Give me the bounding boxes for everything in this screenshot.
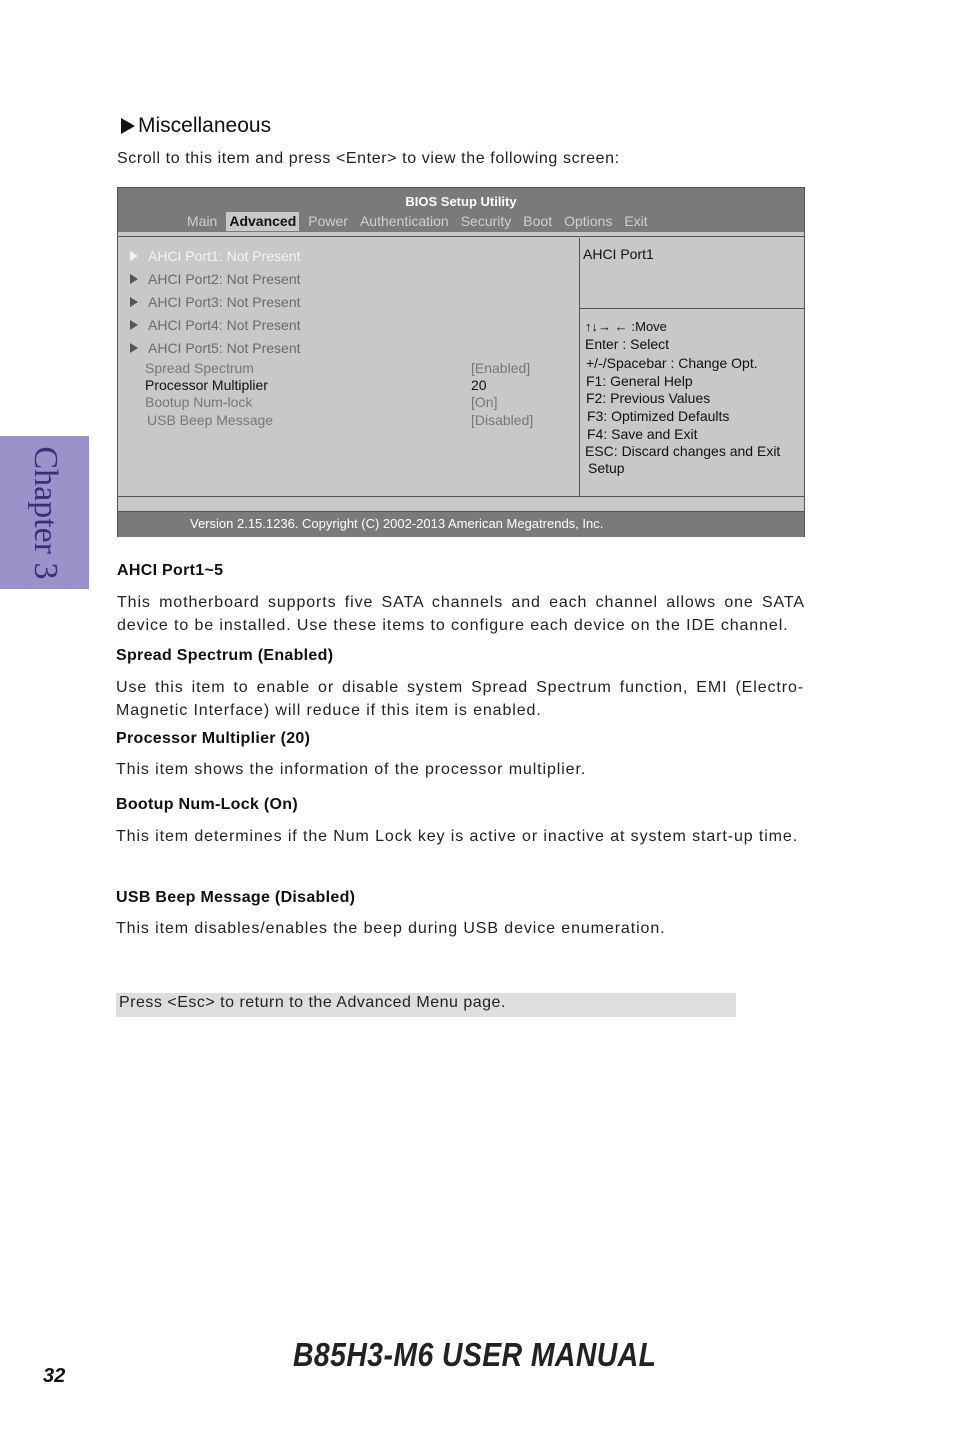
item-heading-spread-spectrum: Spread Spectrum (Enabled) <box>116 647 334 664</box>
bios-copyright: Version 2.15.1236. Copyright (C) 2002-2013 American Megatrends, Inc. <box>190 516 604 531</box>
bios-port-1[interactable] <box>130 248 301 264</box>
item-heading-processor-multiplier: Processor Multiplier (20) <box>116 730 311 747</box>
bios-menu-exit[interactable]: Exit <box>624 213 648 229</box>
bios-port-3[interactable] <box>130 294 301 310</box>
bios-port-label: AHCI Port5: Not Present <box>148 340 301 356</box>
key-move-label: :Move <box>631 319 667 334</box>
submenu-arrow-icon <box>130 297 138 307</box>
setting-label: Bootup Num-lock <box>145 394 253 410</box>
bios-port-4[interactable] <box>130 317 301 333</box>
bios-item-help <box>580 238 805 309</box>
submenu-arrow-icon <box>130 343 138 353</box>
submenu-arrow-icon <box>130 251 138 261</box>
bios-port-label: AHCI Port4: Not Present <box>148 317 301 333</box>
setting-value: [Enabled] <box>471 360 531 376</box>
note-text: Press <Esc> to return to the Advanced Menu page. <box>119 994 506 1011</box>
bios-menu-security[interactable]: Security <box>460 213 512 229</box>
bios-menu-options[interactable]: Options <box>564 213 613 229</box>
key-move <box>585 318 667 334</box>
bios-separator <box>118 232 804 237</box>
bios-setting-bootup-numlock[interactable] <box>145 394 545 410</box>
bios-header <box>118 188 804 232</box>
key-enter: Enter : Select <box>585 336 670 352</box>
submenu-arrow-icon <box>130 274 138 284</box>
manual-title: B85H3-M6 USER MANUAL <box>293 1336 657 1373</box>
bios-port-5[interactable] <box>130 340 301 356</box>
item-heading-bootup-numlock: Bootup Num-Lock (On) <box>116 796 298 813</box>
item-heading-usb-beep: USB Beep Message (Disabled) <box>116 889 356 906</box>
item-text-spread-spectrum: Use this item to enable or disable system Spread Spectrum function, EMI (Electro-Magnetic Interface) will reduce if this item is enabled. <box>116 679 804 719</box>
section-title-text: Miscellaneous <box>138 114 272 137</box>
help-title: AHCI Port1 <box>583 246 654 262</box>
bios-menu-bar <box>184 212 657 231</box>
bios-screen <box>117 187 805 537</box>
bios-title: BIOS Setup Utility <box>405 194 517 209</box>
item-text-bootup-numlock: This item determines if the Num Lock key is active or inactive at system start-up time. <box>116 828 799 845</box>
key-f1: F1: General Help <box>586 373 693 389</box>
setting-value: 20 <box>471 377 487 393</box>
item-heading-ahci: AHCI Port1~5 <box>117 562 224 579</box>
bios-port-2[interactable] <box>130 271 301 287</box>
bios-menu-authentication[interactable]: Authentication <box>359 213 449 229</box>
chapter-label: Chapter 3 <box>26 445 64 580</box>
chapter-tab <box>0 436 89 589</box>
submenu-arrow-icon <box>130 320 138 330</box>
note-box <box>116 993 736 1017</box>
item-text-usb-beep: This item disables/enables the beep during USB device enumeration. <box>116 920 666 937</box>
item-text-ahci: This motherboard supports five SATA channels and each channel allows one SATA device to be installed. Use these items to configure each device on the IDE channel. <box>117 594 805 634</box>
setting-label: Processor Multiplier <box>145 377 268 393</box>
bios-setting-processor-multiplier[interactable] <box>145 377 545 393</box>
bios-menu-advanced[interactable]: Advanced <box>226 212 299 231</box>
bios-port-label: AHCI Port2: Not Present <box>148 271 301 287</box>
key-esc: ESC: Discard changes and Exit <box>585 443 781 459</box>
section-intro: Scroll to this item and press <Enter> to view the following screen: <box>117 150 620 167</box>
setting-label: Spread Spectrum <box>145 360 254 376</box>
setting-label: USB Beep Message <box>147 412 274 428</box>
bios-menu-power[interactable]: Power <box>308 213 348 229</box>
setting-value: [On] <box>471 394 498 410</box>
bios-bottom-gap <box>118 496 804 511</box>
bios-port-label: AHCI Port3: Not Present <box>148 294 301 310</box>
bios-menu-boot[interactable]: Boot <box>523 213 553 229</box>
key-setup: Setup <box>588 460 625 476</box>
key-f4: F4: Save and Exit <box>587 426 698 442</box>
key-f3: F3: Optimized Defaults <box>587 408 730 424</box>
setting-value: [Disabled] <box>471 412 534 428</box>
key-change: +/-/Spacebar : Change Opt. <box>586 355 758 371</box>
bios-port-label: AHCI Port1: Not Present <box>148 248 301 264</box>
key-f2: F2: Previous Values <box>586 390 711 406</box>
bios-help-panel <box>579 238 805 496</box>
play-triangle-icon <box>121 118 135 134</box>
arrow-keys-icon: ↑↓→ ← <box>585 319 628 334</box>
bios-footer <box>118 511 804 537</box>
section-title <box>121 114 271 138</box>
bios-setting-spread-spectrum[interactable] <box>145 360 545 376</box>
bios-menu-main[interactable]: Main <box>187 213 218 229</box>
page-number: 32 <box>43 1365 66 1387</box>
bios-settings-panel <box>118 238 579 496</box>
bios-setting-usb-beep[interactable] <box>147 412 547 428</box>
item-text-processor-multiplier: This item shows the information of the processor multiplier. <box>116 761 587 778</box>
